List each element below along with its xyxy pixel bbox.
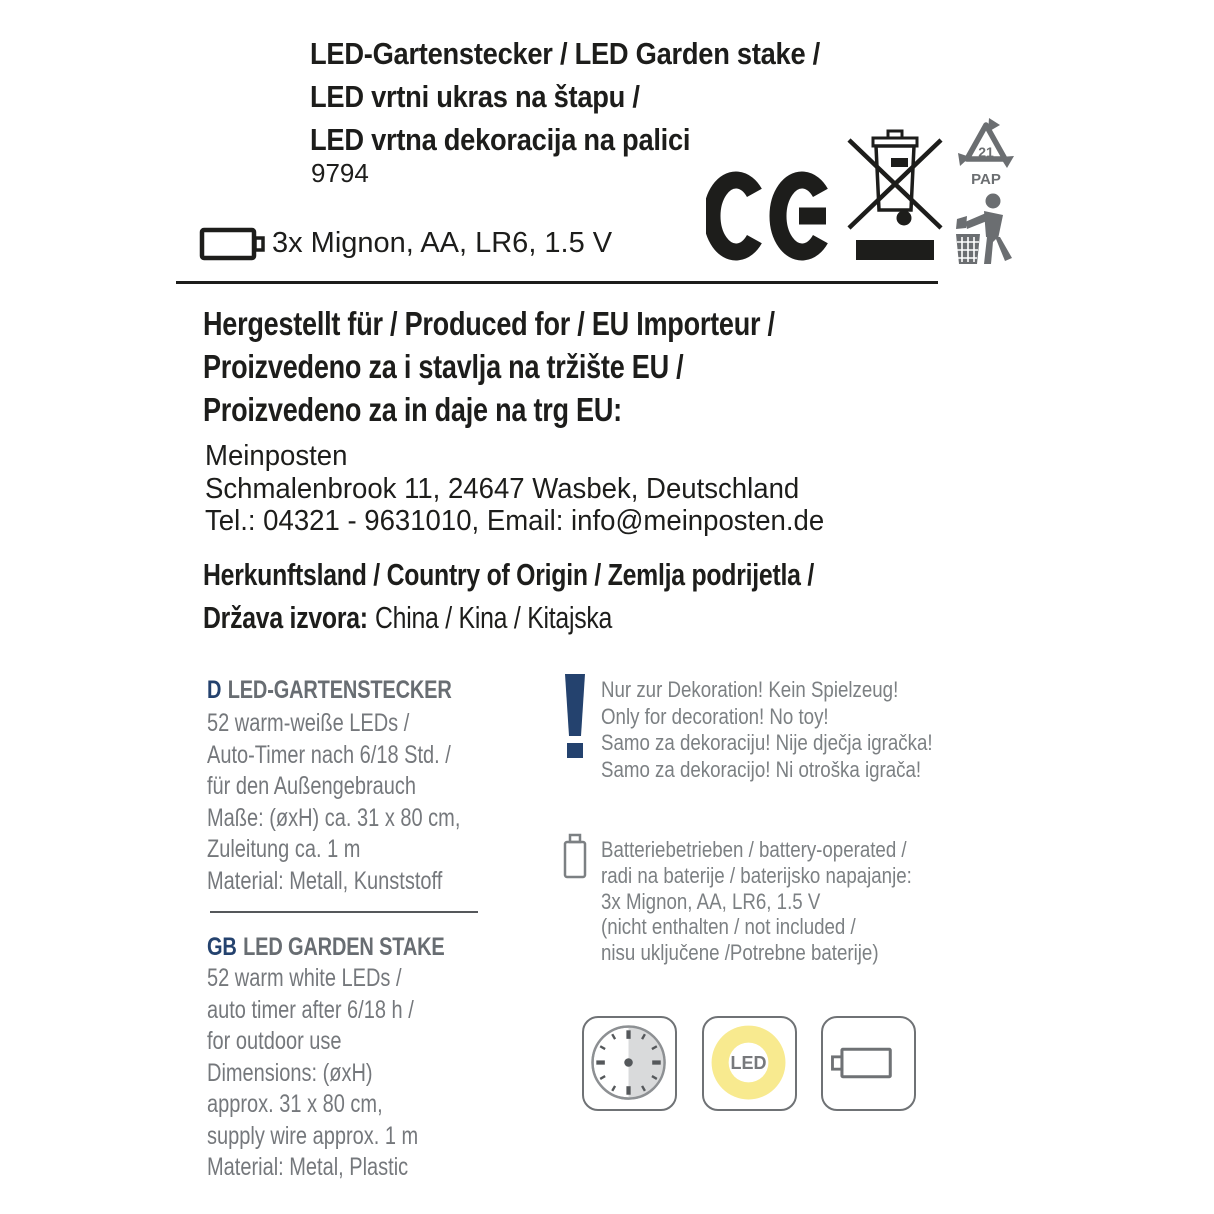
- weee-bin-icon: [845, 128, 945, 266]
- battery-line: 3x Mignon, AA, LR6, 1.5 V: [601, 888, 821, 914]
- importer-street: Schmalenbrook 11, 24647 Wasbek, Deutschland: [205, 472, 800, 505]
- de-line: Maße: (øxH) ca. 31 x 80 cm,: [207, 803, 461, 832]
- importer-name: Meinposten: [205, 440, 348, 472]
- origin-heading: Herkunftsland / Country of Origin / Zemlja podrijetla /: [203, 557, 814, 592]
- battery-spec: 3x Mignon, AA, LR6, 1.5 V: [272, 227, 613, 259]
- battery-line: radi na baterije / baterijsko napajanje:: [601, 862, 912, 888]
- led-feature-box: [702, 1016, 797, 1111]
- origin-label: Država izvora:: [203, 600, 368, 635]
- title-line-3: LED vrtna dekoracija na palici: [310, 122, 691, 157]
- de-line: Auto-Timer nach 6/18 Std. /: [207, 740, 451, 769]
- battery-aa-icon: [198, 226, 266, 262]
- battery-line: Batteriebetrieben / battery-operated /: [601, 837, 907, 862]
- gb-line: auto timer after 6/18 h /: [207, 995, 414, 1024]
- tidy-man-icon: [953, 192, 1017, 268]
- importer-address: [205, 440, 824, 538]
- de-line: Material: Metall, Kunststoff: [207, 866, 443, 895]
- importer-contact: Tel.: 04321 - 9631010, Email: info@meinposten.de: [205, 505, 825, 537]
- origin-value: China / Kina / Kitajska: [375, 600, 613, 635]
- lang-code-de: D: [207, 676, 222, 704]
- warning-line: Samo za dekoraciju! Nije dječja igračka!: [601, 730, 933, 755]
- timer-feature-box: [582, 1016, 677, 1111]
- timer-clock-icon: [584, 1018, 674, 1108]
- battery-small-icon: [561, 833, 589, 879]
- recycling-material: PAP: [971, 171, 1001, 188]
- de-line: für den Außengebrauch: [207, 772, 417, 800]
- gb-line: approx. 31 x 80 cm,: [207, 1090, 383, 1118]
- section-de-title: [207, 676, 452, 705]
- warning-line: Nur zur Dekoration! Kein Spielzeug!: [601, 677, 899, 702]
- produced-for-heading: [203, 302, 775, 431]
- battery-line: (nicht enthalten / not included /: [601, 914, 856, 940]
- divider-top: [176, 281, 938, 284]
- exclamation-icon: [561, 674, 589, 762]
- produced-line-2: Proizvedeno za i stavlja na tržište EU /: [203, 348, 684, 385]
- product-title-gb: LED GARDEN STAKE: [243, 933, 445, 961]
- battery-line: nisu uključene /Potrebne baterije): [601, 940, 879, 966]
- battery-feature-icon: [823, 1018, 913, 1108]
- produced-line-3: Proizvedeno za in daje na trg EU:: [203, 391, 622, 428]
- gb-line: for outdoor use: [207, 1027, 342, 1055]
- origin-line: [203, 596, 814, 639]
- section-gb-title: [207, 933, 445, 962]
- decoration-warning: [601, 677, 933, 783]
- page-title: [310, 32, 820, 161]
- recycling-pap-icon: [956, 116, 1016, 188]
- section-gb-body: [207, 963, 418, 1184]
- title-line-2: LED vrtni ukras na štapu /: [310, 79, 640, 114]
- gb-line: Dimensions: (øxH): [207, 1058, 373, 1087]
- produced-line-1: Hergestellt für / Produced for / EU Importeur /: [203, 305, 775, 342]
- warning-line: Samo za dekoracijo! Ni otroška igrača!: [601, 756, 922, 782]
- battery-warning: [601, 837, 912, 966]
- de-line: 52 warm-weiße LEDs /: [207, 709, 410, 737]
- article-number: 9794: [311, 158, 369, 188]
- divider-sections: [210, 911, 478, 913]
- gb-line: supply wire approx. 1 m: [207, 1121, 419, 1150]
- gb-line: Material: Metal, Plastic: [207, 1153, 409, 1181]
- ce-mark-icon: [706, 170, 838, 262]
- recycling-code: 21: [978, 144, 994, 160]
- warning-line: Only for decoration! No toy!: [601, 703, 829, 729]
- origin-block: [203, 553, 814, 639]
- title-line-1: LED-Gartenstecker / LED Garden stake /: [310, 36, 821, 71]
- product-title-de: LED-GARTENSTECKER: [227, 676, 452, 704]
- led-ring-icon: [704, 1018, 794, 1108]
- de-line: Zuleitung ca. 1 m: [207, 835, 361, 863]
- gb-line: 52 warm white LEDs /: [207, 964, 402, 992]
- section-de-body: [207, 708, 460, 897]
- lang-code-gb: GB: [207, 933, 237, 961]
- battery-feature-box: [821, 1016, 916, 1111]
- led-label: LED: [730, 1053, 767, 1074]
